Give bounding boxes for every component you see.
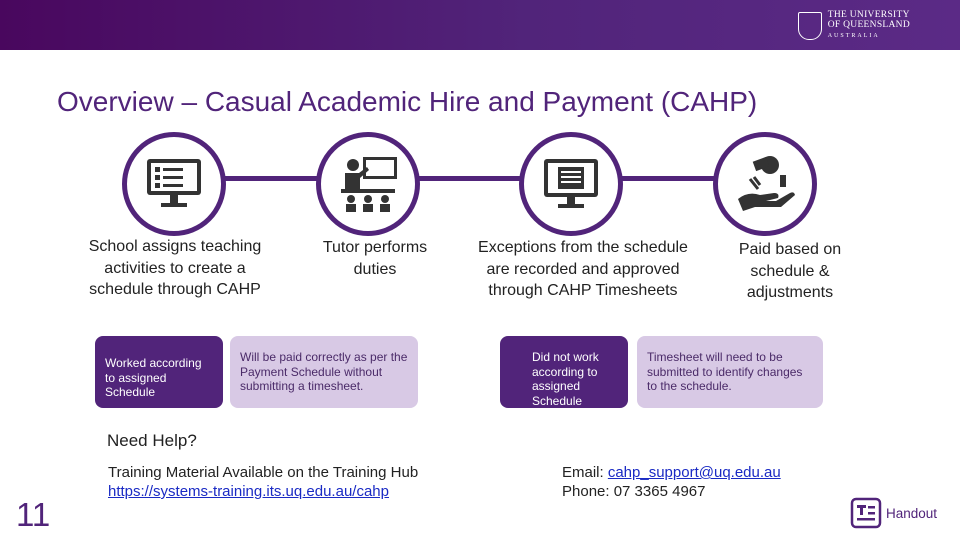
handout-badge[interactable] (850, 497, 937, 529)
slide-title: Overview – Casual Academic Hire and Payment (CAHP) (57, 86, 758, 117)
step-3-circle (519, 132, 623, 236)
scenario-2-outcome-text: Timesheet will need to be submitted to identify changes to the schedule. (647, 350, 803, 393)
scenario-1-condition (95, 336, 223, 408)
scenario-2-outcome (637, 336, 823, 408)
phone-number: Phone: 07 3365 4967 (562, 483, 706, 500)
scenario-2-condition-text: Did not work according to assigned Schedule (532, 350, 599, 408)
scenario-1-condition-text: Worked according to assigned Schedule (105, 356, 202, 399)
handout-icon (850, 497, 882, 529)
page-number: 11 (16, 496, 51, 533)
teacher-presenting-icon (333, 149, 403, 219)
hand-payment-icon (730, 149, 800, 219)
email-label: Email: (562, 464, 608, 481)
checklist-monitor-icon (139, 149, 209, 219)
contact-info (562, 463, 781, 501)
step-2-circle (316, 132, 420, 236)
logo-line-3: AUSTRALIA (827, 33, 880, 39)
training-hub-link[interactable]: https://systems-training.its.uq.edu.au/cahp (108, 483, 389, 500)
header-bar (0, 0, 960, 50)
scenario-1-outcome-text: Will be paid correctly as per the Payment Schedule without submitting a timesheet. (240, 350, 408, 393)
logo-line-2: OF QUEENSLAND (827, 20, 910, 30)
training-label: Training Material Available on the Training Hub (108, 464, 419, 481)
logo-line-1: THE UNIVERSITY (827, 10, 910, 20)
handout-label: Handout (886, 505, 938, 521)
scenario-2-condition (500, 336, 628, 408)
step-1-circle (122, 132, 226, 236)
support-email-link[interactable]: cahp_support@uq.edu.au (607, 464, 781, 481)
step-3-label: Exceptions from the schedule are recorded and approved through CAHP Timesheets (478, 239, 688, 299)
step-4-circle (713, 132, 817, 236)
step-4-label: Paid based on schedule & adjustments (738, 241, 842, 301)
crest-icon (798, 12, 822, 40)
training-info (108, 463, 418, 501)
need-help-heading: Need Help? (107, 431, 197, 450)
process-connector-line (170, 176, 770, 181)
step-2-label: Tutor performs duties (322, 239, 428, 278)
university-logo (798, 10, 910, 41)
document-monitor-icon (536, 149, 606, 219)
step-1-label: School assigns teaching activities to create a schedule through CAHP (88, 238, 262, 298)
scenario-1-outcome (230, 336, 418, 408)
